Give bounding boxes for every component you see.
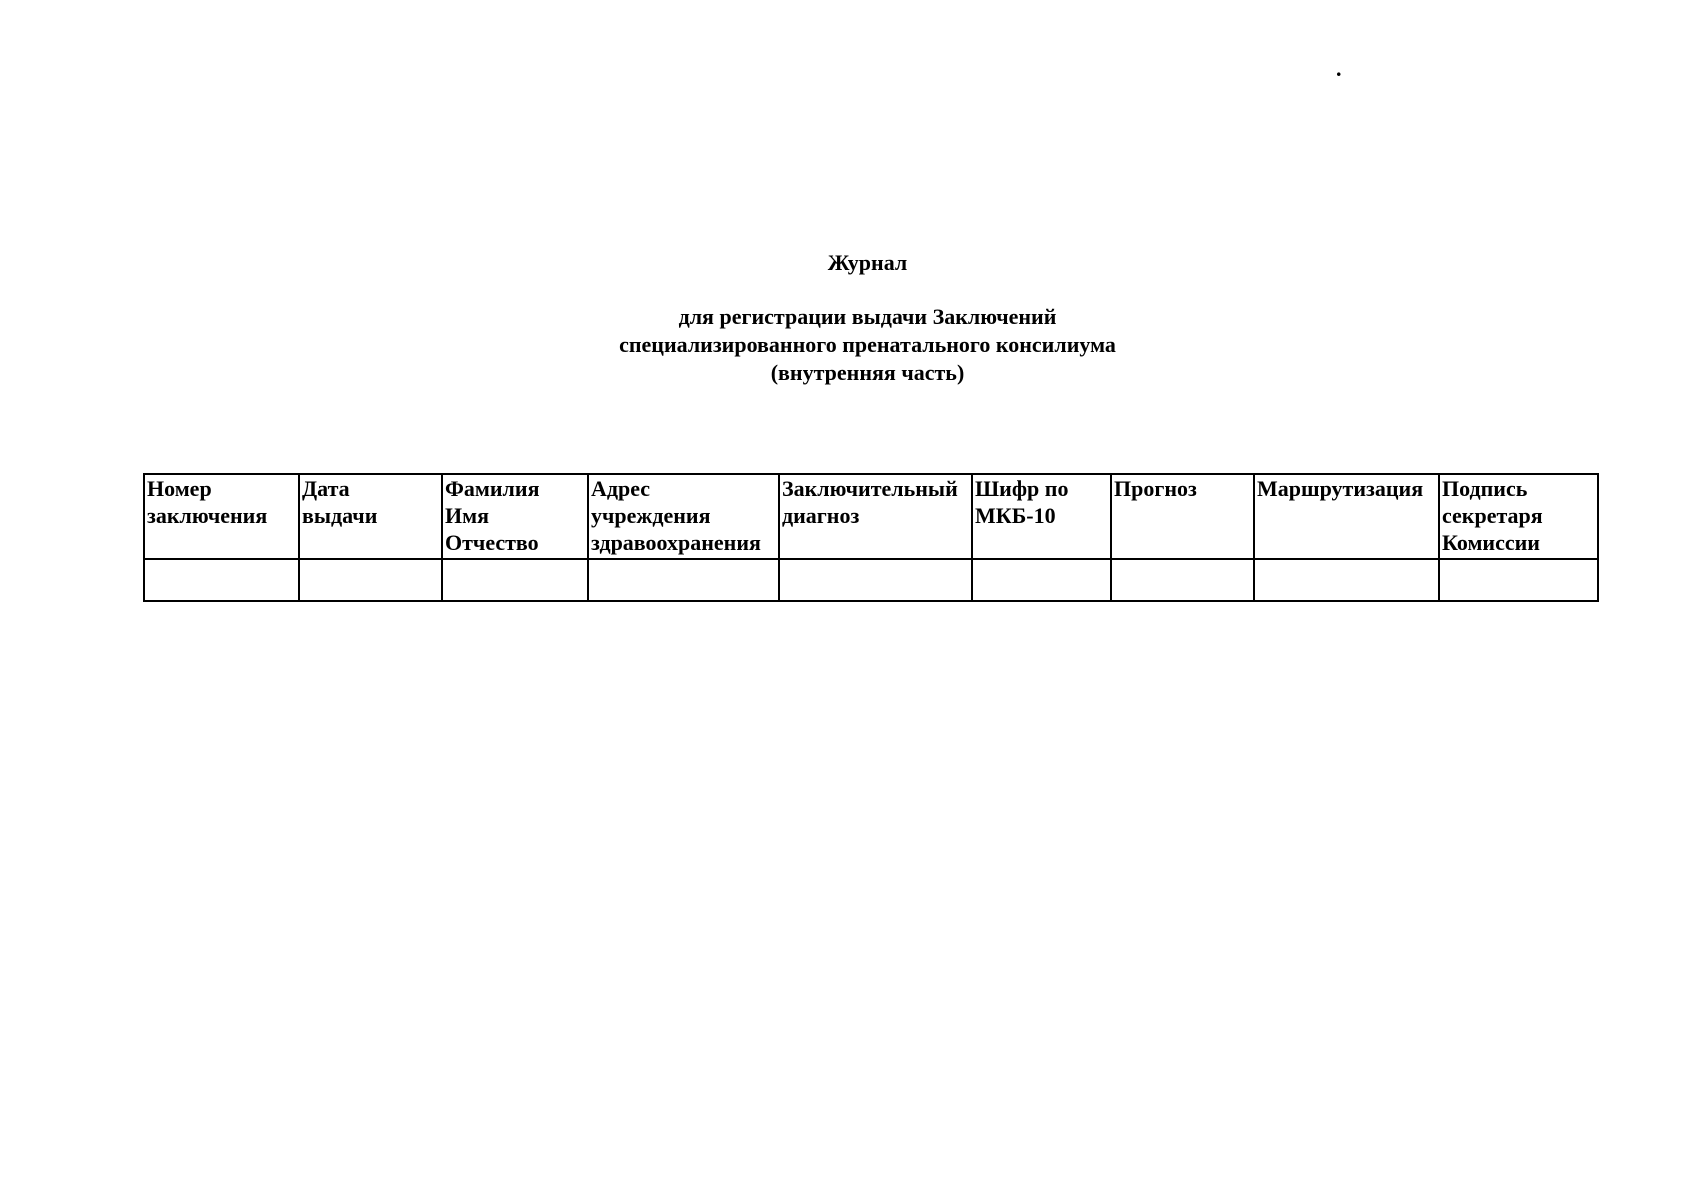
header-line: МКБ-10 — [975, 503, 1056, 528]
header-line: Адрес — [591, 476, 651, 501]
table-cell — [779, 559, 972, 601]
header-line: секретаря — [1442, 503, 1543, 528]
header-line: Маршрутизация — [1257, 476, 1424, 501]
header-line: Имя — [445, 503, 489, 528]
table-cell — [442, 559, 588, 601]
table-cell — [1439, 559, 1598, 601]
header-line: диагноз — [782, 503, 860, 528]
header-cell-issue-date — [299, 474, 442, 559]
header-cell-full-name — [442, 474, 588, 559]
header-line: Фамилия — [445, 476, 540, 501]
header-cell-icd10-code — [972, 474, 1111, 559]
table-row — [144, 559, 1598, 601]
table-cell — [299, 559, 442, 601]
header-line: выдачи — [302, 503, 378, 528]
table-cell — [588, 559, 779, 601]
header-line: Номер — [147, 476, 212, 501]
header-line: Отчество — [445, 530, 539, 555]
table-cell — [144, 559, 299, 601]
subtitle-line: (внутренняя часть) — [770, 360, 965, 385]
table-cell — [1254, 559, 1439, 601]
header-line: здравоохранения — [591, 530, 761, 555]
header-cell-routing — [1254, 474, 1439, 559]
header-cell-final-diagnosis — [779, 474, 972, 559]
header-cell-secretary-signature — [1439, 474, 1598, 559]
journal-table — [143, 473, 1599, 602]
table-cell — [972, 559, 1111, 601]
header-line: заключения — [147, 503, 268, 528]
subtitle-line: для регистрации выдачи Заключений — [678, 304, 1057, 329]
header-line: Дата — [302, 476, 350, 501]
header-line: Шифр по — [975, 476, 1069, 501]
table-header-row — [144, 474, 1598, 559]
header-line: Заключительный — [782, 476, 958, 501]
table-cell — [1111, 559, 1254, 601]
header-line: Подпись — [1442, 476, 1528, 501]
document-title: Журнал — [827, 250, 908, 275]
header-line: учреждения — [591, 503, 711, 528]
subtitle-line: специализированного пренатального консилиума — [619, 332, 1116, 357]
header-cell-conclusion-number — [144, 474, 299, 559]
header-line: Комиссии — [1442, 530, 1540, 555]
header-cell-prognosis — [1111, 474, 1254, 559]
stray-mark: . — [1336, 56, 1342, 81]
document-subtitle — [0, 303, 1692, 387]
header-cell-institution-address — [588, 474, 779, 559]
header-line: Прогноз — [1114, 476, 1197, 501]
